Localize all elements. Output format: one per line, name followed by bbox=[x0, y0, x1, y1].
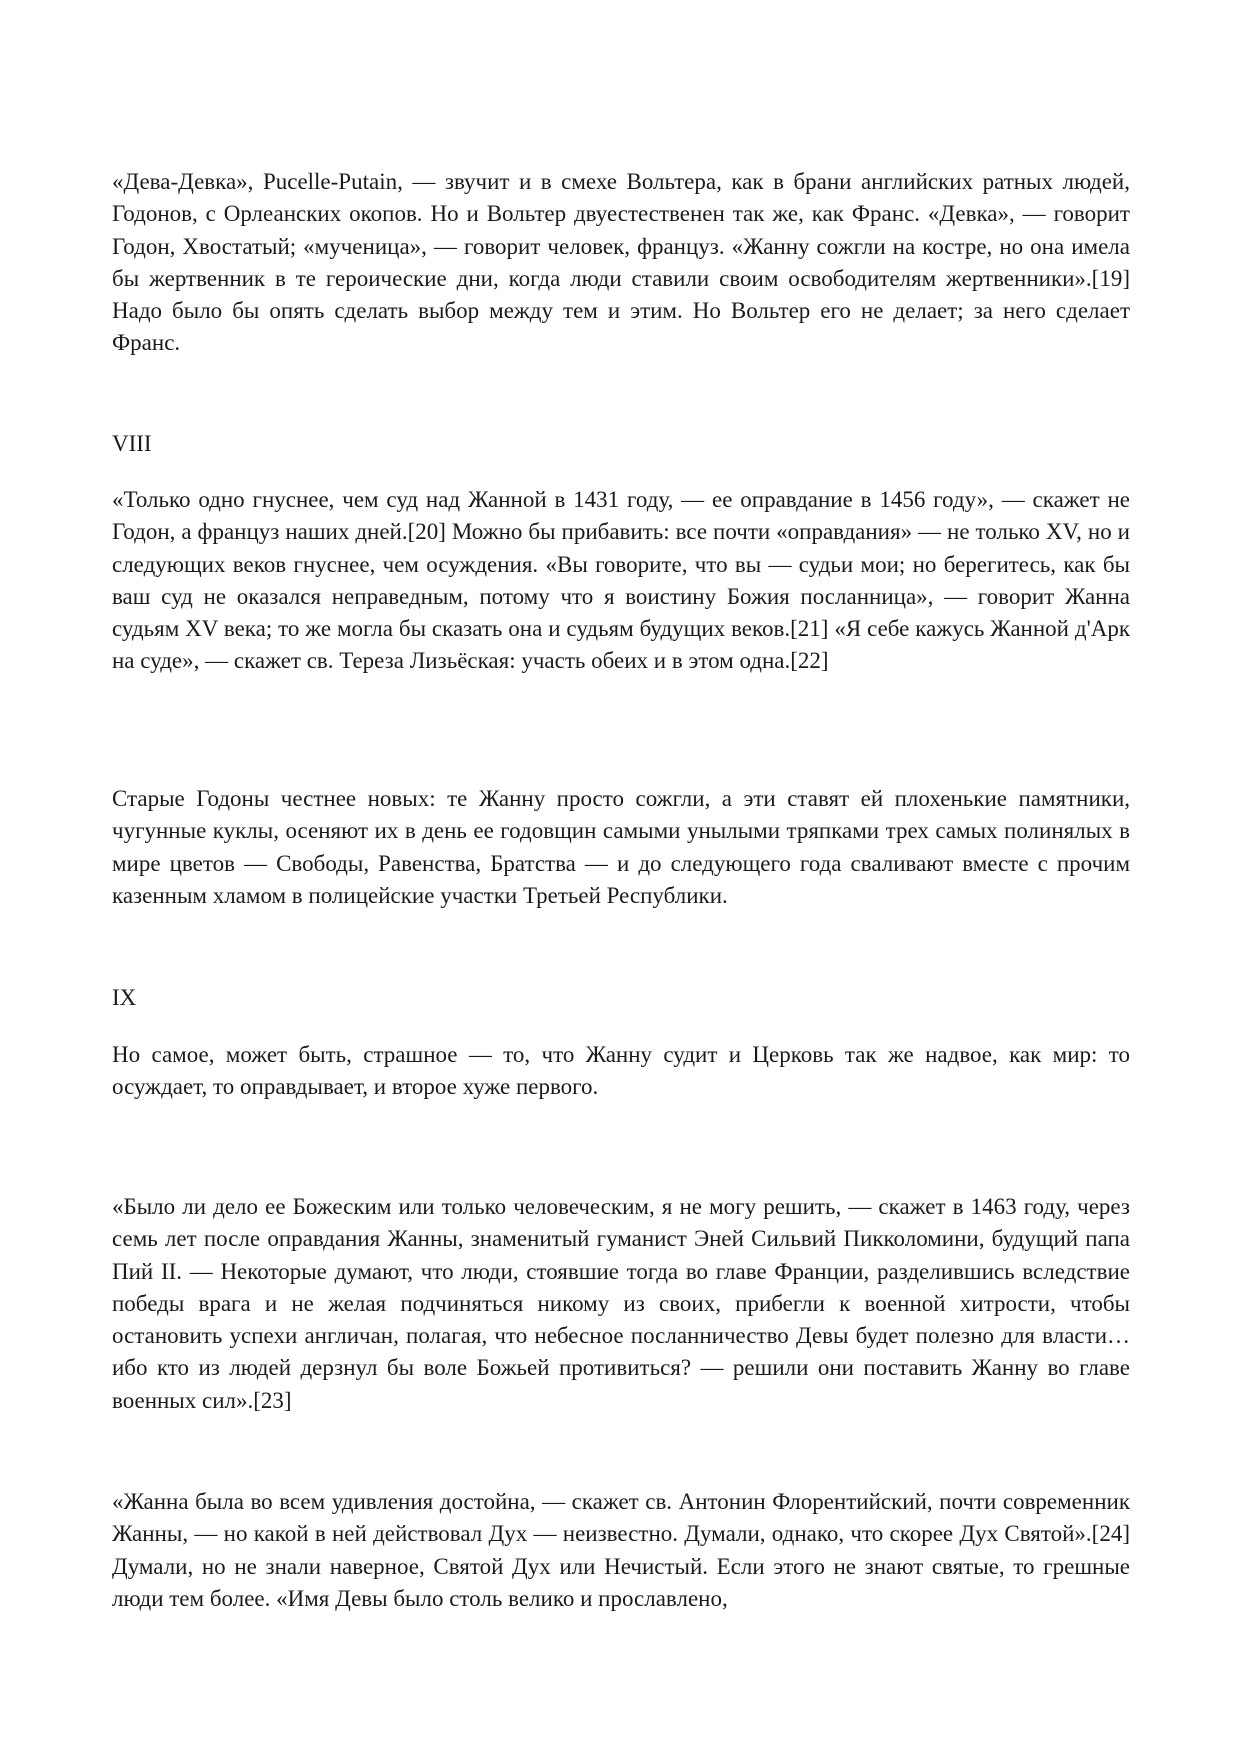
chapter-heading-ix: IX bbox=[112, 985, 137, 1010]
paragraph: «Было ли дело ее Божеским или только человеческим, я не могу решить, — скажет в 1463 году, через семь лет после оправдания Жанны, знаменитый гуманист Эней Сильвий Пикколомини, будущий папа Пий II. — Некоторые думают, что люди, стоявшие тогда во главе Франции, разделившись вследствие победы врага и не желая подчиняться никому из своих, прибегли к военной хитрости, чтобы остановить успехи англичан, полагая, что небесное посланничество Девы будет полезно для власти… ибо кто из людей дерзнул бы воле Божьей противиться? — решили они поставить Жанну во главе военных сил».[23] bbox=[112, 1194, 1130, 1413]
paragraph: «Только одно гнуснее, чем суд над Жанной в 1431 году, — ее оправдание в 1456 году», — скажет не Годон, а француз наших дней.[20] Можно бы прибавить: все почти «оправдания» — не только XV, но и следующих веков гнуснее, чем осуждения. «Вы говорите, что вы — судьи мои; но берегитесь, как бы ваш суд не оказался неправедным, потому что я воистину Божия посланница», — говорит Жанна судьям XV века; то же могла бы сказать она и судьям будущих веков.[21] «Я себе кажусь Жанной д'Арк на суде», — скажет св. Тереза Лизьёская: участь обеих и в этом одна.[22] bbox=[112, 487, 1130, 674]
chapter-heading-viii: VIII bbox=[112, 431, 152, 456]
paragraph: Но самое, может быть, страшное — то, что Жанну судит и Церковь так же надвое, как мир: то осуждает, то оправдывает, и второе хуже первого. bbox=[112, 1042, 1130, 1100]
paragraph: Старые Годоны честнее новых: те Жанну просто сожгли, а эти ставят ей плохенькие памятники, чугунные куклы, осеняют их в день ее годовщин самыми унылыми тряпками трех самых полинялых в мире цветов — Свободы, Равенства, Братства — и до следующего года сваливают вместе с прочим казенным хламом в полицейские участки Третьей Республики. bbox=[112, 786, 1130, 908]
paragraph: «Дева-Девка», Pucelle-Putain, — звучит и в смехе Вольтера, как в брани английских ратных людей, Годонов, с Орлеанских окопов. Но и Вольтер двуестественен так же, как Франс. «Девка», — говорит Годон, Хвостатый; «мученица», — говорит человек, француз. «Жанну сожгли на костре, но она имела бы жертвенник в те героические дни, когда люди ставили своим освободителям жертвенники».[19] Надо было бы опять сделать выбор между тем и этим. Но Вольтер его не делает; за него сделает Франс. bbox=[112, 169, 1130, 356]
paragraph: «Жанна была во всем удивления достойна, — скажет св. Антонин Флорентийский, почти современник Жанны, — но какой в ней действовал Дух — неизвестно. Думали, однако, что скорее Дух Святой».[24] Думали, но не знали наверное, Святой Дух или Нечистый. Если этого не знают святые, то грешные люди тем более. «Имя Девы было столь велико и прославлено, bbox=[112, 1489, 1130, 1611]
